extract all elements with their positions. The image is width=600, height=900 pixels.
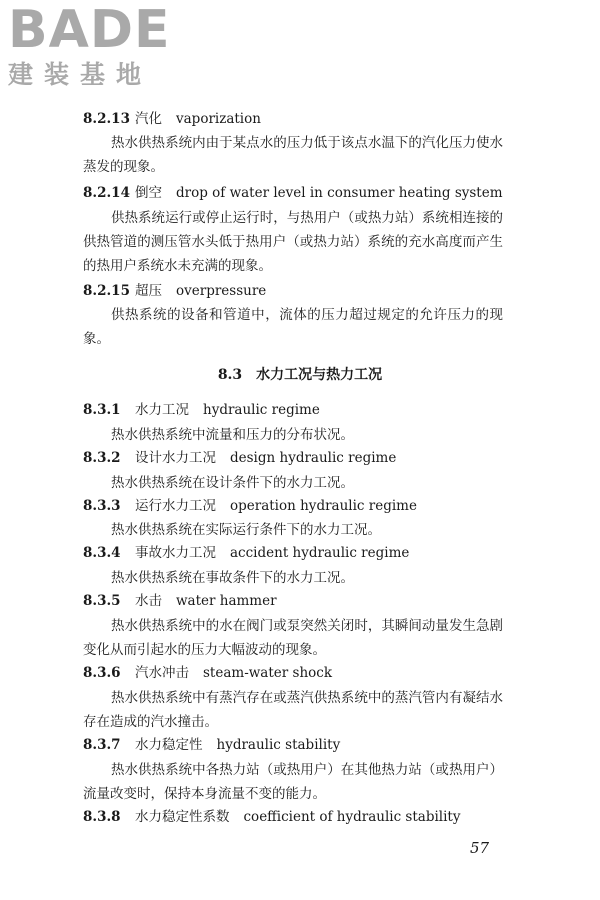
term-english: vaporization [176, 111, 261, 127]
term-definition: 热水供热系统内由于某点水的压力低于该点水温下的汽化压力使水蒸发的现象。 [83, 135, 503, 175]
term-definition: 供热系统的设备和管道中，流体的压力超过规定的允许压力的现象。 [83, 307, 503, 347]
term-heading [83, 496, 523, 516]
term-heading [83, 183, 523, 203]
term-english: hydraulic stability [216, 737, 341, 753]
term-number: 8.3.1 [83, 402, 121, 418]
term-heading [83, 109, 523, 129]
logo-wordmark: BADE [8, 0, 171, 60]
term-chinese: 超压 [135, 283, 162, 299]
page-number: 57 [470, 839, 490, 857]
term-heading [83, 591, 523, 611]
term-heading [83, 807, 523, 827]
term-chinese: 事故水力工况 [135, 545, 216, 561]
term-number: 8.3.4 [83, 545, 121, 561]
term-definition: 热水供热系统在实际运行条件下的水力工况。 [111, 522, 381, 538]
term-definition: 热水供热系统中各热力站（或热用户）在其他热力站（或热用户）流量改变时，保持本身流量不变的能力。 [83, 762, 503, 802]
section-title: 8.3 水力工况与热力工况 [217, 367, 383, 383]
term-definition: 热水供热系统中的水在阀门或泵突然关闭时，其瞬间动量发生急剧变化从而引起水的压力大幅波动的现象。 [83, 618, 503, 658]
term-english: operation hydraulic regime [230, 498, 417, 514]
term-chinese: 运行水力工况 [135, 498, 216, 514]
term-number: 8.3.3 [83, 498, 121, 514]
term-heading [83, 663, 523, 683]
logo-subtitle: 建装基地 [8, 60, 153, 89]
term-heading [83, 735, 523, 755]
term-number: 8.3.8 [83, 809, 121, 825]
term-english: hydraulic regime [203, 402, 320, 418]
term-definition: 供热系统运行或停止运行时，与热用户（或热力站）系统相连接的供热管道的测压管水头低于热用户（或热力站）系统的充水高度而产生的热用户系统水未充满的现象。 [83, 210, 503, 274]
term-english: overpressure [176, 283, 267, 299]
term-definition: 热水供热系统在事故条件下的水力工况。 [111, 570, 354, 586]
term-heading [83, 543, 523, 563]
term-english: coefficient of hydraulic stability [243, 809, 461, 825]
term-number: 8.3.2 [83, 450, 121, 466]
term-definition: 热水供热系统在设计条件下的水力工况。 [111, 475, 354, 491]
term-chinese: 水力稳定性系数 [135, 809, 230, 825]
term-number: 8.2.13 [83, 111, 130, 127]
term-english: steam-water shock [203, 665, 333, 681]
term-number: 8.3.7 [83, 737, 121, 753]
term-english: design hydraulic regime [230, 450, 397, 466]
term-heading [83, 400, 523, 420]
term-definition: 热水供热系统中有蒸汽存在或蒸汽供热系统中的蒸汽管内有凝结水存在造成的汽水撞击。 [83, 690, 503, 730]
term-chinese: 水击 [135, 593, 162, 609]
term-number: 8.3.5 [83, 593, 121, 609]
term-chinese: 设计水力工况 [135, 450, 216, 466]
term-chinese: 水力工况 [135, 402, 189, 418]
term-chinese: 倒空 [135, 185, 162, 201]
term-chinese: 水力稳定性 [135, 737, 203, 753]
term-number: 8.2.14 [83, 185, 130, 201]
term-definition: 热水供热系统中流量和压力的分布状况。 [111, 427, 354, 443]
term-english: drop of water level in consumer heating system [176, 185, 503, 201]
publisher-logo [8, 0, 178, 90]
term-chinese: 汽水冲击 [135, 665, 189, 681]
term-heading [83, 448, 523, 468]
term-number: 8.3.6 [83, 665, 121, 681]
term-english: accident hydraulic regime [230, 545, 410, 561]
term-heading [83, 281, 523, 301]
term-english: water hammer [176, 593, 277, 609]
term-chinese: 汽化 [135, 111, 162, 127]
term-number: 8.2.15 [83, 283, 130, 299]
